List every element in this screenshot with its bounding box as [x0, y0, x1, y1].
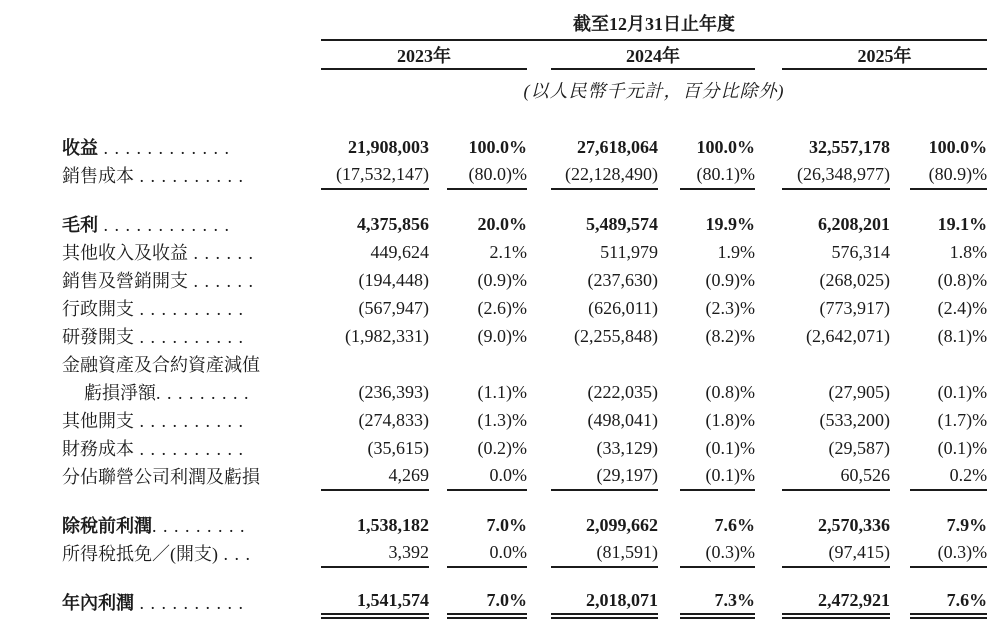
column-spacer	[755, 161, 782, 189]
row-label	[62, 539, 321, 567]
dot-leader: . . . . . . . . . .	[134, 327, 244, 347]
amount-cell: (773,917)	[819, 297, 890, 318]
percent-cell: (0.1)%	[705, 437, 755, 458]
table-body	[62, 133, 987, 616]
amount-cell: (22,128,490)	[551, 161, 658, 189]
row-label-text: 其他開支	[62, 411, 134, 431]
row-label	[62, 511, 321, 539]
table-row	[62, 378, 987, 406]
dot-leader: . . . . . . . . . .	[134, 439, 244, 459]
amount-cell: (567,947)	[358, 297, 429, 318]
dot-leader: . . . . . .	[188, 243, 254, 263]
amount-cell: (2,642,071)	[806, 325, 890, 346]
percent-cell: 1.8%	[949, 241, 988, 262]
table-row	[62, 161, 987, 189]
dot-leader: . . . . . .	[188, 271, 254, 291]
year-header-2025: 2025年	[782, 40, 987, 69]
column-spacer	[890, 434, 910, 462]
column-spacer	[755, 322, 782, 350]
amount-cell: 1,541,574	[321, 588, 429, 616]
column-spacer	[890, 406, 910, 434]
percent-cell: (2.3)%	[705, 297, 755, 318]
table-row	[62, 511, 987, 539]
percent-cell: (9.0)%	[477, 325, 527, 346]
amount-cell: (81,591)	[551, 539, 658, 567]
column-spacer	[658, 238, 680, 266]
column-spacer	[429, 133, 447, 161]
column-spacer	[527, 133, 551, 161]
dot-leader: . . .	[218, 544, 251, 564]
table-row	[62, 350, 987, 378]
row-label-text: 其他收入及收益	[62, 243, 188, 263]
amount-cell: (236,393)	[358, 381, 429, 402]
spacer-row	[62, 567, 987, 588]
spacer-row	[62, 189, 987, 210]
column-spacer	[755, 350, 782, 378]
percent-cell: 19.1%	[937, 213, 988, 234]
table-row	[62, 539, 987, 567]
spacer-cell	[62, 189, 987, 210]
table-row	[62, 238, 987, 266]
unit-note: (以人民幣千元計，百分比除外)	[523, 81, 785, 101]
column-spacer	[658, 161, 680, 189]
amount-cell: (222,035)	[587, 381, 658, 402]
header-label-spacer	[62, 10, 321, 40]
percent-cell: (2.4)%	[937, 297, 988, 318]
amount-cell: (237,630)	[587, 269, 658, 290]
row-label	[62, 434, 321, 462]
column-spacer	[527, 539, 551, 567]
row-label	[62, 133, 321, 161]
column-spacer	[755, 378, 782, 406]
column-spacer	[890, 588, 910, 616]
row-label	[62, 350, 321, 378]
amount-cell: (27,905)	[828, 381, 890, 402]
row-label	[62, 210, 321, 238]
percent-cell: (0.9)%	[705, 269, 755, 290]
percent-cell: 20.0%	[477, 213, 527, 234]
column-spacer	[658, 350, 680, 378]
column-spacer	[429, 588, 447, 616]
dot-leader: . . . . . . . . . . . .	[98, 138, 230, 158]
percent-cell: 7.6%	[714, 514, 755, 535]
row-label	[62, 462, 321, 490]
period-header-row	[62, 10, 987, 40]
percent-cell: (2.6)%	[477, 297, 527, 318]
column-spacer	[890, 133, 910, 161]
spacer-row	[62, 490, 987, 511]
percent-cell: (0.8)%	[705, 381, 755, 402]
row-label-text: 毛利	[62, 215, 98, 235]
amount-cell: (29,197)	[551, 462, 658, 490]
amount-cell: 4,269	[321, 462, 429, 490]
column-spacer	[755, 539, 782, 567]
dot-leader: . . . . . . . . . . . .	[98, 215, 230, 235]
amount-cell: (29,587)	[828, 437, 890, 458]
amount-cell	[782, 350, 890, 378]
amount-cell: (268,025)	[819, 269, 890, 290]
column-spacer	[890, 266, 910, 294]
column-spacer	[527, 511, 551, 539]
column-spacer	[890, 238, 910, 266]
column-spacer	[527, 462, 551, 490]
amount-cell: (33,129)	[596, 437, 658, 458]
column-spacer	[658, 406, 680, 434]
column-spacer	[429, 511, 447, 539]
amount-cell: 511,979	[600, 241, 658, 262]
dot-leader: . . . . . . . . . .	[134, 411, 244, 431]
percent-cell: (1.1)%	[477, 381, 527, 402]
percent-cell	[447, 350, 527, 378]
row-label	[62, 238, 321, 266]
row-label-text: 所得稅抵免／(開支)	[62, 544, 218, 564]
percent-cell: 100.0%	[468, 136, 527, 157]
row-label-text: 財務成本	[62, 439, 134, 459]
amount-cell: 2,472,921	[782, 588, 890, 616]
column-spacer	[658, 434, 680, 462]
percent-cell: (0.8)%	[937, 269, 988, 290]
unit-note-row	[62, 69, 987, 133]
column-spacer	[658, 294, 680, 322]
year-header-2024: 2024年	[551, 40, 755, 69]
amount-cell: (2,255,848)	[574, 325, 658, 346]
percent-cell: (80.0)%	[447, 161, 527, 189]
row-label-text: 分佔聯營公司利潤及虧損	[62, 467, 260, 487]
percent-cell: 7.0%	[447, 588, 527, 616]
column-spacer	[658, 511, 680, 539]
column-spacer	[658, 588, 680, 616]
percent-cell: 0.0%	[447, 539, 527, 567]
spacer-cell	[62, 567, 987, 588]
header-label-spacer	[62, 40, 321, 69]
dot-leader: . . . . . . . . . .	[134, 166, 244, 186]
amount-cell: (1,982,331)	[345, 325, 429, 346]
percent-cell	[680, 350, 755, 378]
column-spacer	[658, 462, 680, 490]
column-spacer	[658, 210, 680, 238]
percent-cell: 0.2%	[910, 462, 987, 490]
row-label	[62, 378, 321, 406]
percent-cell: 7.6%	[910, 588, 987, 616]
percent-cell: 0.0%	[447, 462, 527, 490]
column-spacer	[527, 322, 551, 350]
percent-cell: 1.9%	[717, 241, 755, 262]
amount-cell	[551, 350, 658, 378]
percent-cell: 100.0%	[928, 136, 988, 157]
amount-cell: (35,615)	[367, 437, 429, 458]
year-header-row	[62, 40, 987, 69]
column-spacer	[755, 266, 782, 294]
row-label	[62, 322, 321, 350]
column-spacer	[429, 210, 447, 238]
amount-cell: 576,314	[831, 241, 890, 262]
table-row	[62, 462, 987, 490]
column-spacer	[755, 40, 782, 69]
column-spacer	[755, 294, 782, 322]
column-spacer	[755, 588, 782, 616]
column-spacer	[527, 350, 551, 378]
column-spacer	[429, 539, 447, 567]
row-label	[62, 266, 321, 294]
amount-cell: (274,833)	[358, 409, 429, 430]
amount-cell: (194,448)	[358, 269, 429, 290]
dot-leader: . . . . . . . . . .	[134, 299, 244, 319]
percent-cell: 7.0%	[486, 514, 527, 535]
column-spacer	[890, 378, 910, 406]
year-header-2023: 2023年	[321, 40, 527, 69]
amount-cell: (97,415)	[782, 539, 890, 567]
column-spacer	[658, 539, 680, 567]
amount-cell: (17,532,147)	[321, 161, 429, 189]
amount-cell: (26,348,977)	[782, 161, 890, 189]
amount-cell: 449,624	[370, 241, 429, 262]
column-spacer	[755, 511, 782, 539]
column-spacer	[429, 434, 447, 462]
column-spacer	[890, 350, 910, 378]
row-label	[62, 588, 321, 616]
row-label-text: 研發開支	[62, 327, 134, 347]
percent-cell: 2.1%	[489, 241, 527, 262]
table-row	[62, 266, 987, 294]
row-label-text: 除稅前利潤	[62, 516, 152, 536]
column-spacer	[527, 238, 551, 266]
table-row	[62, 588, 987, 616]
row-label-text: 銷售及營銷開支	[62, 271, 188, 291]
column-spacer	[527, 40, 551, 69]
percent-cell: (0.1)%	[937, 381, 988, 402]
percent-cell: 7.9%	[946, 514, 988, 535]
column-spacer	[429, 294, 447, 322]
row-label-text: 銷售成本	[62, 166, 134, 186]
column-spacer	[755, 238, 782, 266]
column-spacer	[429, 238, 447, 266]
amount-cell: 3,392	[321, 539, 429, 567]
row-label	[62, 161, 321, 189]
amount-cell: 32,557,178	[809, 136, 890, 157]
amount-cell: (533,200)	[819, 409, 890, 430]
percent-cell: 100.0%	[696, 136, 755, 157]
amount-cell: (498,041)	[587, 409, 658, 430]
column-spacer	[658, 133, 680, 161]
header-label-spacer	[62, 69, 321, 133]
amount-cell: 2,099,662	[586, 514, 658, 535]
percent-cell: (0.1)%	[680, 462, 755, 490]
amount-cell: 60,526	[782, 462, 890, 490]
percent-cell: (0.9)%	[477, 269, 527, 290]
row-label-text: 金融資產及合約資產減值	[62, 355, 260, 375]
column-spacer	[527, 266, 551, 294]
column-spacer	[527, 406, 551, 434]
row-label	[62, 406, 321, 434]
column-spacer	[658, 266, 680, 294]
percent-cell: (80.1)%	[680, 161, 755, 189]
amount-cell: 5,489,574	[586, 213, 658, 234]
dot-leader: . . . . . . . . .	[156, 383, 250, 403]
percent-cell: (0.2)%	[477, 437, 527, 458]
row-label-text: 虧損淨額	[84, 383, 156, 403]
column-spacer	[429, 322, 447, 350]
percent-cell: (0.1)%	[937, 437, 988, 458]
column-spacer	[527, 210, 551, 238]
percent-cell: (1.8)%	[705, 409, 755, 430]
column-spacer	[429, 350, 447, 378]
column-spacer	[890, 161, 910, 189]
table-row	[62, 434, 987, 462]
column-spacer	[527, 294, 551, 322]
amount-cell: 27,618,064	[577, 136, 658, 157]
percent-cell: (1.3)%	[477, 409, 527, 430]
dot-leader: . . . . . . . . .	[152, 516, 246, 536]
column-spacer	[890, 322, 910, 350]
column-spacer	[755, 133, 782, 161]
column-spacer	[429, 378, 447, 406]
dot-leader: . . . . . . . . . .	[134, 593, 244, 613]
percent-cell	[910, 350, 987, 378]
spacer-cell	[62, 490, 987, 511]
amount-cell: 2,570,336	[818, 514, 890, 535]
income-statement-table	[62, 10, 987, 619]
column-spacer	[658, 378, 680, 406]
column-spacer	[890, 462, 910, 490]
column-spacer	[890, 210, 910, 238]
amount-cell: 6,208,201	[818, 213, 890, 234]
column-spacer	[527, 161, 551, 189]
percent-cell: (8.1)%	[937, 325, 988, 346]
amount-cell: (626,011)	[588, 297, 658, 318]
column-spacer	[755, 434, 782, 462]
percent-cell: (80.9)%	[910, 161, 987, 189]
percent-cell: (0.3)%	[680, 539, 755, 567]
percent-cell: (0.3)%	[910, 539, 987, 567]
period-title: 截至12月31日止年度	[321, 10, 987, 40]
column-spacer	[755, 462, 782, 490]
row-label-text: 年內利潤	[62, 593, 134, 613]
table-row	[62, 322, 987, 350]
column-spacer	[429, 462, 447, 490]
column-spacer	[429, 161, 447, 189]
table-row	[62, 406, 987, 434]
table-row	[62, 210, 987, 238]
column-spacer	[890, 539, 910, 567]
column-spacer	[890, 511, 910, 539]
column-spacer	[755, 210, 782, 238]
percent-cell: 19.9%	[705, 213, 755, 234]
column-spacer	[890, 294, 910, 322]
column-spacer	[658, 322, 680, 350]
amount-cell: 21,908,003	[348, 136, 429, 157]
table-row	[62, 294, 987, 322]
amount-cell: 4,375,856	[357, 213, 429, 234]
column-spacer	[527, 434, 551, 462]
amount-cell: 1,538,182	[357, 514, 429, 535]
column-spacer	[429, 266, 447, 294]
row-label-text: 收益	[62, 138, 98, 158]
table-row	[62, 133, 987, 161]
column-spacer	[755, 406, 782, 434]
percent-cell: (1.7)%	[937, 409, 988, 430]
amount-cell: 2,018,071	[551, 588, 658, 616]
percent-cell: 7.3%	[680, 588, 755, 616]
column-spacer	[429, 406, 447, 434]
column-spacer	[527, 588, 551, 616]
row-label-text: 行政開支	[62, 299, 134, 319]
column-spacer	[527, 378, 551, 406]
amount-cell	[321, 350, 429, 378]
row-label	[62, 294, 321, 322]
percent-cell: (8.2)%	[705, 325, 755, 346]
